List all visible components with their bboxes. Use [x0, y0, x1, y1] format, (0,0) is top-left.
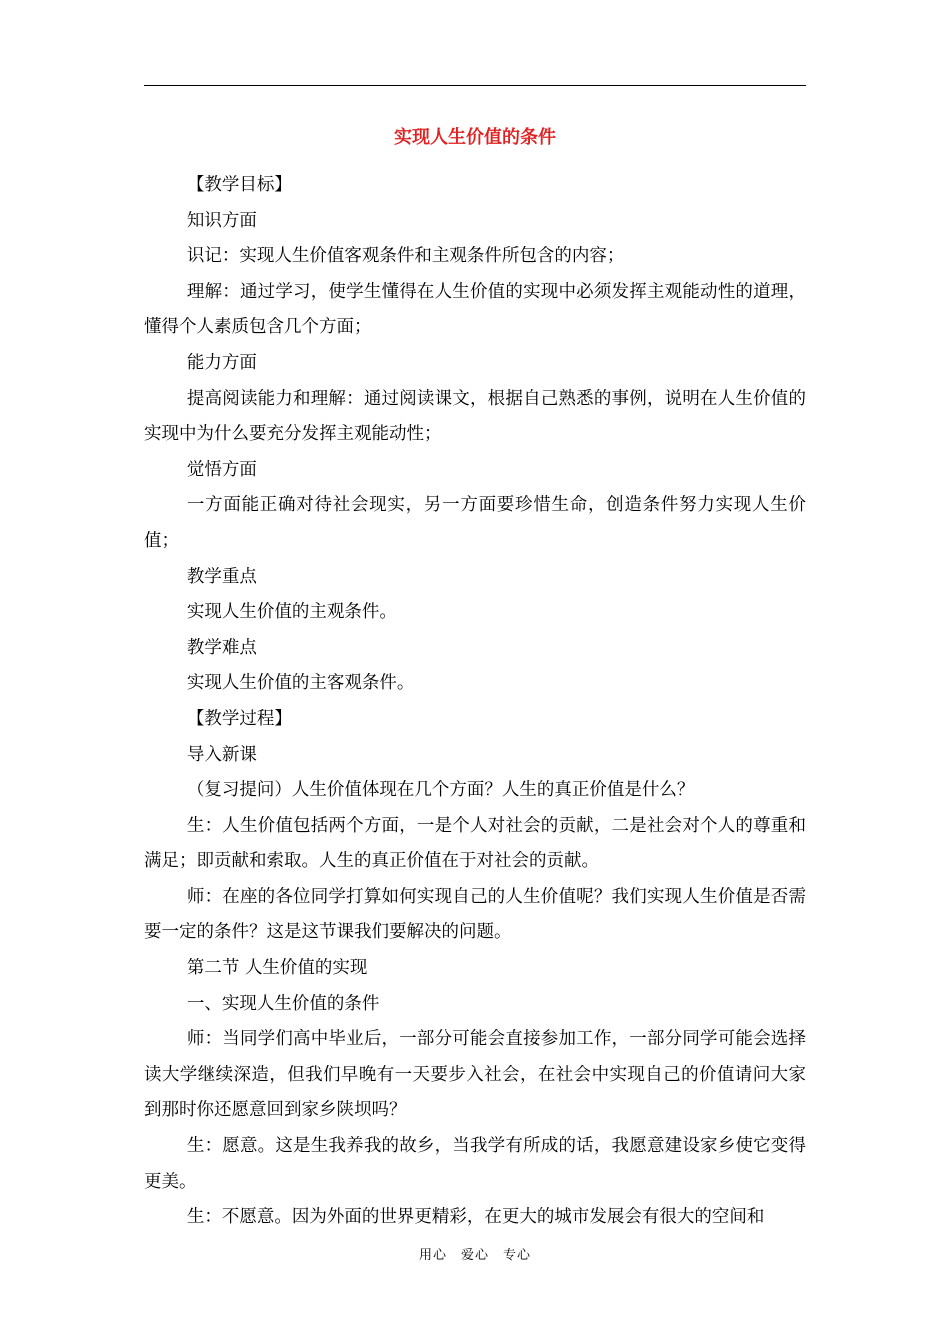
paragraph: 教学重点 — [186, 566, 257, 587]
paragraph: 生：愿意。这是生我养我的故乡，当我学有所成的话，我愿意建设家乡使它变得更美。 — [144, 1136, 806, 1192]
paragraph: 觉悟方面 — [186, 459, 257, 480]
paragraph: 【教学过程】 — [186, 708, 292, 729]
paragraph: 生：不愿意。因为外面的世界更精彩，在更大的城市发展会有很大的空间和 — [186, 1207, 765, 1228]
paragraph: 第二节 人生价值的实现 — [186, 958, 368, 979]
paragraph: 一方面能正确对待社会现实，另一方面要珍惜生命，创造条件努力实现人生价值； — [144, 495, 806, 551]
paragraph: 导入新课 — [186, 744, 257, 765]
paragraph: （复习提问）人生价值体现在几个方面？人生的真正价值是什么？ — [186, 780, 695, 801]
paragraph: 实现人生价值的主观条件。 — [186, 602, 397, 623]
page-footer: 用心 爱心 专心 — [418, 1248, 531, 1263]
paragraph: 识记：实现人生价值客观条件和主观条件所包含的内容； — [186, 246, 625, 267]
paragraph: 一、实现人生价值的条件 — [186, 993, 380, 1014]
document-body — [144, 168, 806, 1236]
paragraph: 教学难点 — [186, 637, 257, 658]
document-title: 实现人生价值的条件 — [394, 127, 556, 148]
paragraph: 能力方面 — [186, 352, 257, 373]
paragraph: 师：当同学们高中毕业后，一部分可能会直接参加工作，一部分同学可能会选择读大学继续深造，但我们早晚有一天要步入社会，在社会中实现自己的价值请问大家到那时你还愿意回到家乡陕坝吗？ — [144, 1029, 806, 1121]
paragraph: 实现人生价值的主客观条件。 — [186, 673, 415, 694]
paragraph: 提高阅读能力和理解：通过阅读课文，根据自己熟悉的事例，说明在人生价值的实现中为什么要充分发挥主观能动性； — [144, 388, 806, 445]
paragraph: 理解：通过学习，使学生懂得在人生价值的实现中必须发挥主观能动性的道理，懂得个人素质包含几个方面； — [144, 281, 806, 338]
paragraph: 生：人生价值包括两个方面，一是个人对社会的贡献，二是社会对个人的尊重和满足；即贡献和索取。人生的真正价值在于对社会的贡献。 — [144, 815, 806, 872]
paragraph: 知识方面 — [186, 210, 257, 231]
paragraph: 【教学目标】 — [186, 175, 292, 195]
paragraph: 师：在座的各位同学打算如何实现自己的人生价值呢？我们实现人生价值是否需要一定的条件？这是这节课我们要解决的问题。 — [144, 886, 806, 943]
header-rule — [144, 85, 806, 86]
